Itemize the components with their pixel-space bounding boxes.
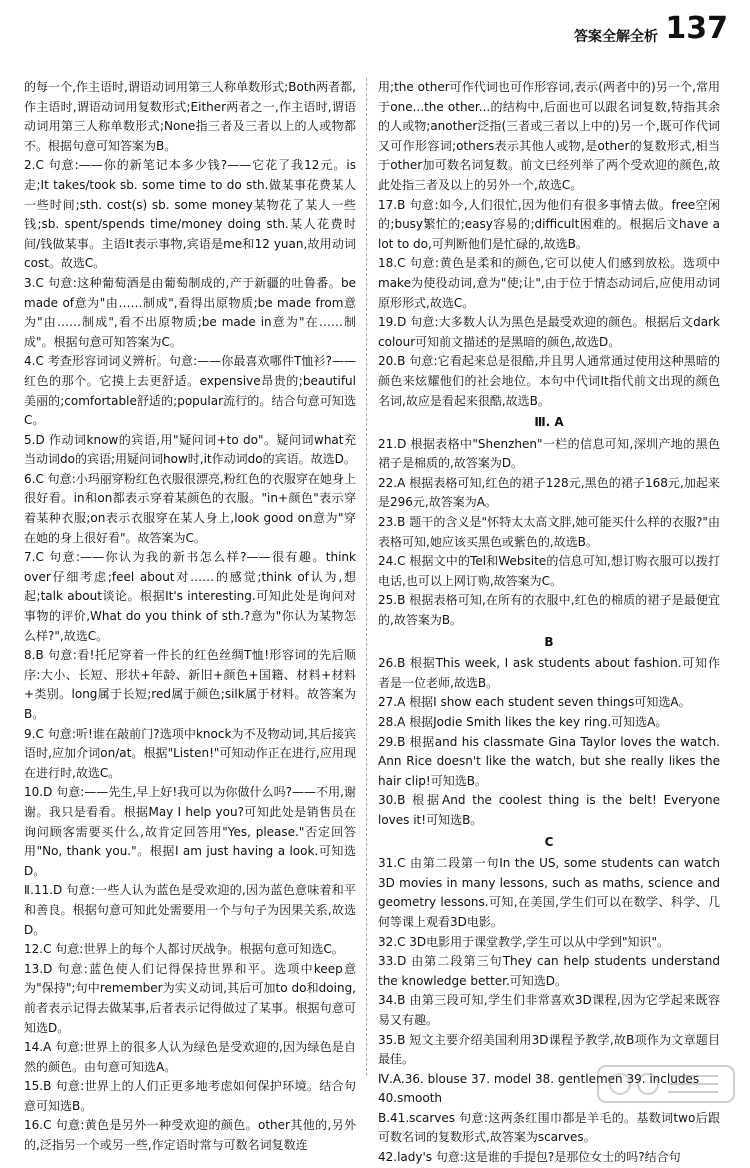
column-divider [366,78,367,1076]
section-tag: 答案全解全析 [574,29,658,45]
answer-paragraph: 12.C 句意:世界上的每个人都讨厌战争。根据句意可知选C。 [24,942,344,957]
answer-paragraph: 19.D 句意:大多数人认为黑色是最受欢迎的颜色。根据后文dark colour可知前文描述的是黑暗的颜色,故选D。 [378,315,720,349]
answer-paragraph: 21.D 根据表格中"Shenzhen"一栏的信息可知,深圳产地的黑色裙子是棉质的,故答案为D。 [378,436,720,471]
answer-paragraph: 42.lady's 句意:这是谁的手提包?是那位女士的吗?结合句 [378,1150,681,1165]
answer-paragraph: 28.A 根据Jodie Smith likes the key ring.可知选A。 [378,715,668,729]
page-header [0,0,750,60]
section-heading: Ⅲ. A [534,415,564,430]
answer-paragraph: 9.C 句意:听!谁在敲前门?选项中knock为不及物动词,其后接宾语时,应加介词on/at。根据"Listen!"可知动作正在进行,应用现在进行时,故选C。 [24,726,356,780]
section-heading: B [544,634,554,649]
answer-paragraph: 25.B 根据表格可知,在所有的衣服中,红色的棉质的裙子是最便宜的,故答案为B。 [378,593,720,628]
answer-paragraph: 27.A 根据I show each student seven things可知选A。 [378,695,691,710]
answer-paragraph: Ⅳ.A.36. blouse 37. model 38. gentlemen 39. includes [378,1071,700,1086]
answer-paragraph: 13.D 句意:蓝色使人们记得保持世界和平。选项中keep意为"保持";句中remember为实义动词,其后可加to do和doing,前者表示记得去做某事,后者表示记得做过了某事。根据句意可知选D。 [24,961,356,1035]
answer-paragraph: 5.D 作动词know的宾语,用"疑问词+to do"。疑问词what充当动词do的宾语;用疑问词how时,it作动词do的宾语。故选D。 [24,432,356,467]
answer-paragraph: 23.B 题干的含义是"怀特太太高文胖,她可能买什么样的衣服?"由表格可知,她应该买黑色或紫色的,故选B。 [378,515,720,549]
answer-paragraph: 29.B 根据and his classmate Gina Taylor loves the watch. Ann Rice doesn't like the watch, but she really likes the hair clip!可知选B。 [378,734,720,788]
left-column [24,78,356,1153]
answer-paragraph: 20.B 句意:它看起来总是很酷,并且男人通常通过使用这种黑暗的颜色来炫耀他们的社会地位。本句中代词It指代前文出现的颜色名词,故应是看起来很酷,故选B。 [378,354,720,408]
answer-paragraph: 10.D 句意:——先生,早上好!我可以为你做什么吗?——不用,谢谢。我只是看看。根据May I help you?可知此处是销售员在询问顾客需要买什么,故肯定回答用"Yes, please."否定回答用"No, thank you."。根据I am just having a look.可知选D。 [24,785,356,878]
answer-paragraph: 35.B 短文主要介绍美国利用3D课程予教学,故B项作为文章题目最佳。 [378,1032,720,1067]
section-heading: C [544,834,554,849]
answer-paragraph: 24.C 根据文中的Tel和Website的信息可知,想订购衣服可以拨打电话,也可以上网订购,故答案为C。 [378,554,720,588]
answer-paragraph: 26.B 根据This week, I ask students about fashion.可知作者是一位老师,故选B。 [378,656,720,690]
answer-paragraph: 7.C 句意:——你认为我的新书怎么样?——很有趣。think over仔细考虑;feel about对……的感觉;think of认为,想起;talk about谈论。根据It's interesting.可知此处是询问对事物的评价,What do you think of sth.?意为"你认为某物怎么样?",故选C。 [24,550,356,643]
answer-paragraph: 33.D 由第二段第三句They can help students understand the knowledge better.可知选D。 [378,954,720,988]
answer-paragraph: 31.C 由第二段第一句In the US, some students can watch 3D movies in many lessons, such as maths, science and geometry lessons.可知,在美国,学生们可以在数学、科学、几何等课上观看3D电影。 [378,856,720,929]
right-column [378,78,720,1165]
answer-paragraph: 4.C 考查形容词词义辨析。句意:——你最喜欢哪件T恤衫?——红色的那个。它摸上去更舒适。expensive昂贵的;beautiful美丽的;comfortable舒适的;popular流行的。结合句意可知选C。 [24,354,356,428]
watermark-logo [596,1062,736,1106]
answer-paragraph: 14.A 句意:世界上的很多人认为绿色是受欢迎的,因为绿色是自然的颜色。由句意可知选A。 [24,1040,356,1074]
answer-paragraph: 34.B 由第三段可知,学生们非常喜欢3D课程,因为它学起来既容易又有趣。 [378,993,720,1027]
answer-paragraph: 3.C 句意:这种葡萄酒是由葡萄制成的,产于新疆的吐鲁番。be made of意为"由……制成",看得出原物质;be made from意为"由……制成",看不出原物质;be made in意为"在……制成"。根据句意可知答案为C。 [24,275,356,349]
answer-paragraph: 22.A 根据表格可知,红色的裙子128元,黑色的裙子168元,加起来是296元,故答案为A。 [378,475,720,510]
answer-paragraph: 8.B 句意:看!托尼穿着一件长的红色丝绸T恤!形容词的先后顺序:大小、长短、形状+年龄、新旧+颜色+国籍、材料+材料+类别。long属于长短;red属于颜色;silk属于材料。故答案为B。 [24,648,356,721]
answer-paragraph: Ⅱ.11.D 句意:一些人认为蓝色是受欢迎的,因为蓝色意味着和平和善良。根据句意可知此处需要用一个与句子为因果关系,故选D。 [24,883,356,937]
answer-paragraph: 15.B 句意:世界上的人们正更多地考虑如何保护环境。结合句意可知选B。 [24,1079,356,1113]
answer-paragraph: 用;the other可作代词也可作形容词,表示(两者中的)另一个,常用于one...the other...的结构中,后面也可以跟名词复数,特指其余的人或物;another泛指(三者或三者以上中的)另一个,既可作代词又可作形容词;others表示其他人或物,是other的复数形式,相当于other加可数名词复数。前文已经列举了两个受欢迎的颜色,故此处指三者及以上的另外一个,故选C。 [378,80,720,192]
answer-paragraph: 6.C 句意:小玛丽穿粉红色衣服很漂亮,粉红色的衣服穿在她身上很好看。in和on都表示穿着某颜色的衣服。"in+颜色"表示穿着某种衣服;on表示衣服穿在某人身上,look good on意为"穿在她的身上很好看"。故答案为C。 [24,471,356,545]
answer-paragraph: 18.C 句意:黄色是柔和的颜色,它可以使人们感到放松。选项中make为使役动词,意为"使;让",由于位于情态动词后,应使用动词原形形式,故选C。 [378,256,720,310]
page-number: 137 [665,11,728,46]
answer-paragraph: 2.C 句意:——你的新笔记本多少钱?——它花了我12元。is走;It takes/took sb. some time to do sth.做某事花费某人一些时间;sth. cost(s) sb. some money某物花了某人一些钱;sb. spent/spends time/money doing sth.某人花费时间/钱做某事。主语It表示事物,宾语是me和12 yuan,故用动词cost。故选C。 [24,158,356,271]
answer-paragraph: 17.B 句意:如今,人们很忙,因为他们有很多事情去做。free空闲的;busy繁忙的;easy容易的;difficult困难的。根据后文have a lot to do,可判断他们是忙碌的,故选B。 [378,197,720,251]
answer-paragraph: 32.C 3D电影用于课堂教学,学生可以从中学到"知识"。 [378,934,670,949]
answer-paragraph: 的每一个,作主语时,谓语动词用第三人称单数形式;Both两者都,作主语时,谓语动词用复数形式;Either两者之一,作主语时,谓语动词用第三人称单数形式;None指三者及三者以上的人或物都不。根据句意可知答案为B。 [24,80,356,153]
answer-paragraph: B.41.scarves 句意:这两条红围巾都是羊毛的。基数词two后跟可数名词的复数形式,故答案为scarves。 [378,1110,720,1145]
answer-paragraph: 16.C 句意:黄色是另外一种受欢迎的颜色。other其他的,另外的,泛指另一个或另一些,作定语时常与可数名词复数连 [24,1118,356,1153]
answer-paragraph: 30.B 根据And the coolest thing is the belt! Everyone loves it!可知选B。 [378,793,720,827]
answer-paragraph: 40.smooth [378,1091,443,1106]
